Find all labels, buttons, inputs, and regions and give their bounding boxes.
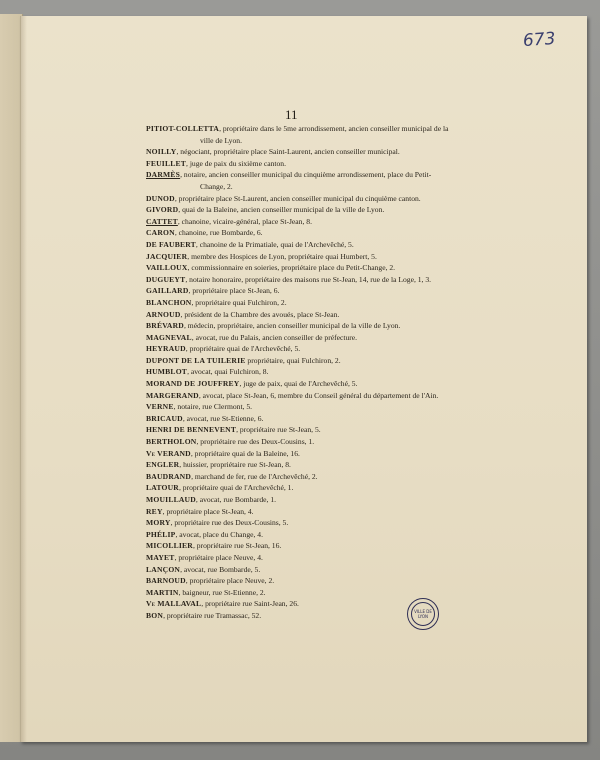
entry-description: , notaire honoraire, propriétaire des maisons rue St-Jean, 14, rue de la Loge, 1, 3. (185, 274, 432, 284)
entry-description: , propriétaire place St-Jean, 6. (188, 286, 280, 296)
entry-description: , avocat, rue St-Etienne, 6. (182, 413, 264, 423)
handwritten-archive-number: 673 (522, 28, 557, 52)
entry-name: PHÉLIP (146, 529, 176, 539)
list-item (146, 355, 466, 367)
list-item (146, 158, 466, 170)
entry-name: MAGNEVAL (146, 332, 192, 342)
list-item (146, 424, 466, 436)
list-item (146, 297, 466, 309)
list-item (146, 146, 466, 158)
entry-name: CATTET (146, 216, 178, 226)
document-page (20, 16, 587, 742)
list-item (146, 332, 466, 344)
entry-name: BON (146, 610, 164, 620)
entry-description: , médecin, propriétaire, ancien conseiller municipal de la ville de Lyon. (183, 321, 401, 331)
entry-description: , chanoine, rue Bombarde, 6. (174, 228, 263, 238)
list-item (146, 251, 466, 263)
list-item (146, 366, 466, 378)
entry-description: , avocat, place du Change, 4. (175, 529, 263, 539)
entry-name: GIVORD (146, 205, 179, 215)
entry-name: MOUILLAUD (146, 495, 196, 504)
entry-name: DUGUEYT (146, 274, 186, 284)
entry-description: , propriétaire quai de l'Archevêché, 1. (179, 483, 294, 493)
entry-name: LATOUR (146, 483, 179, 493)
entry-name: JACQUIER (146, 251, 188, 261)
entry-description: , avocat, rue du Palais, ancien conseiller de préfecture. (191, 332, 358, 342)
entry-description: , président de la Chambre des avoués, place St-Jean. (180, 309, 340, 319)
entry-description: , propriétaire place Neuve, 2. (185, 576, 275, 586)
entry-name: PITIOT-COLLETTA (146, 124, 220, 133)
entry-description: , propriétaire place St-Jean, 4. (162, 506, 254, 516)
entry-name: NOILLY (146, 147, 177, 157)
entry-name: HEYRAUD (146, 344, 186, 354)
entry-description: , propriétaire dans le 5me arrondissement, ancien conseiller municipal de la (219, 124, 449, 133)
entry-description: , notaire, ancien conseiller municipal du cinquième arrondissement, place du Petit- (180, 170, 432, 180)
entry-continuation: ville de Lyon. (200, 135, 242, 145)
list-item (146, 471, 466, 483)
entry-name: BRICAUD (146, 413, 183, 423)
entry-description: , propriétaire place St-Laurent, ancien conseiller municipal du cinquième canton. (174, 193, 421, 203)
entry-name: CARON (146, 228, 175, 238)
entry-name: MAYET (146, 552, 175, 562)
entry-name: REY (146, 506, 163, 516)
entry-description: , chanoine de la Primatiale, quai de l'Archevêché, 5. (195, 239, 354, 249)
entry-description: , avocat, rue Bombarde, 1. (195, 495, 277, 504)
entry-description: , huissier, propriétaire rue St-Jean, 8. (179, 460, 291, 470)
list-item (146, 320, 466, 332)
entry-description: , marchand de fer, rue de l'Archevêché, 2. (191, 471, 318, 481)
entry-continuation: Change, 2. (200, 181, 233, 191)
entry-name: HUMBLOT (146, 367, 188, 377)
list-item (146, 448, 466, 460)
list-item (146, 169, 466, 192)
list-item (146, 459, 466, 471)
entry-description: , notaire, rue Clermont, 5. (173, 402, 253, 412)
entry-name: MARTIN (146, 587, 179, 597)
list-item (146, 285, 466, 297)
entry-description: , propriétaire quai de l'Archevêché, 5. (185, 344, 301, 354)
entry-description: , négociant, propriétaire place Saint-Laurent, ancien conseiller municipal. (176, 147, 400, 157)
library-stamp (407, 598, 439, 630)
list-item (146, 227, 466, 239)
list-item (146, 506, 466, 518)
entry-description: , avocat, rue Bombarde, 5. (180, 564, 261, 574)
list-item (146, 378, 466, 390)
list-item (146, 239, 466, 251)
entry-description: , propriétaire rue St-Jean, 16. (192, 541, 282, 551)
list-item (146, 274, 466, 286)
entry-description: , avocat, place St-Jean, 6, membre du Conseil général du département de l'Ain. (198, 390, 439, 400)
entry-description: , chanoine, vicaire-général, place St-Jean, 8. (177, 216, 312, 226)
list-item (146, 494, 466, 506)
entry-description: , propriétaire rue Saint-Jean, 26. (201, 599, 299, 609)
list-item (146, 517, 466, 529)
entry-name: ENGLER (146, 460, 180, 470)
entry-name: BLANCHON (146, 297, 192, 307)
list-item (146, 343, 466, 355)
list-item (146, 309, 466, 321)
entry-name: BRÉVARD (146, 321, 184, 331)
entry-name: VERNE (146, 402, 174, 412)
entry-name: ARNOUD (146, 309, 181, 319)
entry-description: , propriétaire rue Tramassac, 52. (163, 610, 262, 620)
entry-name: Ve MALLAVAL (146, 599, 202, 609)
entry-description: , propriétaire rue St-Jean, 5. (236, 425, 321, 435)
entry-name: DUNOD (146, 193, 175, 203)
entry-name: LANÇON (146, 564, 181, 574)
entry-name: MARGERAND (146, 390, 199, 400)
entry-name: DARMÈS (146, 170, 181, 180)
entry-description: propriétaire, quai Fulchiron, 2. (245, 355, 341, 365)
entry-name: GAILLARD (146, 286, 189, 296)
entry-name: DUPONT DE LA TUILERIE (146, 355, 246, 365)
entry-description: , propriétaire rue des Deux-Cousins, 5. (170, 518, 289, 528)
list-item (146, 216, 466, 228)
list-item (146, 413, 466, 425)
list-item (146, 587, 466, 599)
entry-description: , quai de la Baleine, ancien conseiller municipal de la ville de Lyon. (178, 205, 385, 215)
entry-description: , juge de paix du sixième canton. (186, 158, 286, 168)
list-item (146, 123, 466, 146)
list-item (146, 436, 466, 448)
list-item (146, 262, 466, 274)
entry-description: , commissionnaire en soieries, propriétaire place du Petit-Change, 2. (187, 263, 396, 273)
entry-name: VAILLOUX (146, 263, 188, 273)
list-item (146, 575, 466, 587)
library-stamp-inner: VILLE DE LYON (411, 602, 435, 626)
entry-description: , propriétaire quai Fulchiron, 2. (191, 297, 287, 307)
page-fold-shadow (21, 16, 27, 742)
member-list (146, 123, 466, 622)
list-item (146, 482, 466, 494)
entry-description: , propriétaire rue des Deux-Cousins, 1. (196, 437, 315, 447)
entry-name: MICOLLIER (146, 541, 193, 551)
list-item (146, 529, 466, 541)
list-item (146, 552, 466, 564)
list-item (146, 540, 466, 552)
entry-name: BARNOUD (146, 576, 186, 586)
entry-name: Ve VERAND (146, 448, 191, 458)
list-item (146, 401, 466, 413)
list-item (146, 390, 466, 402)
list-item (146, 204, 466, 216)
entry-description: , propriétaire quai de la Baleine, 16. (190, 448, 300, 458)
entry-name: FEUILLET (146, 158, 187, 168)
entry-name: BAUDRAND (146, 471, 192, 481)
entry-description: , propriétaire place Neuve, 4. (174, 552, 263, 562)
entry-name: MORAND DE JOUFFREY (146, 379, 240, 389)
entry-name: DE FAUBERT (146, 239, 196, 249)
entry-description: , membre des Hospices de Lyon, propriétaire quai Humbert, 5. (187, 251, 377, 261)
entry-name: MORY (146, 518, 171, 528)
entry-name: HENRI DE BENNEVENT (146, 425, 237, 435)
page-number: 11 (285, 107, 298, 122)
entry-description: , juge de paix, quai de l'Archevêché, 5. (239, 379, 358, 389)
entry-name: BERTHOLON (146, 437, 197, 447)
entry-description: , baigneur, rue St-Etienne, 2. (178, 587, 266, 597)
entry-description: , avocat, quai Fulchiron, 8. (187, 367, 269, 377)
list-item (146, 564, 466, 576)
list-item (146, 193, 466, 205)
